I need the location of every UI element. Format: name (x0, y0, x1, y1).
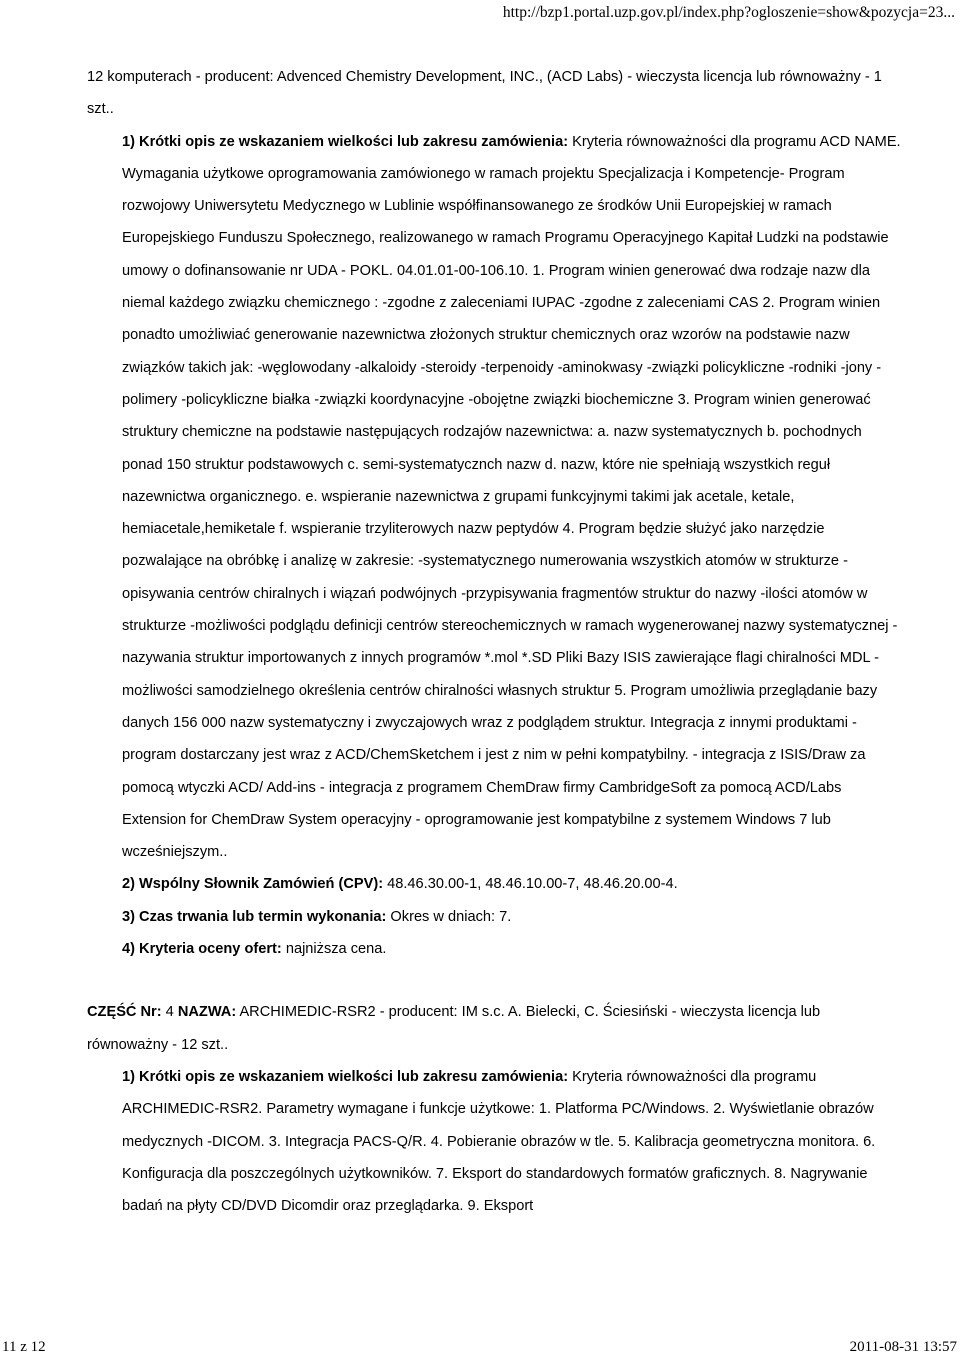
criteria-item (0, 933, 960, 965)
section-intro (0, 61, 960, 126)
cpv-item (0, 868, 960, 900)
item-label: 2) Wspólny Słownik Zamówień (CPV): (122, 876, 384, 893)
item-text: Kryteria równoważności dla programu ACD NAME. Wymagania użytkowe oprogramowania zamówionego w ramach projektu Specjalizacja i Kompetencje- Program rozwojowy Uniwersytetu Medycznego w Lublinie współfinansowanego ze środków Unii Europejskiej w ramach Europejskiego Funduszu Społecznego, realizowanego w ramach Programu Operacyjnego Kapitał Ludzki na podstawie umowy o dofinansowanie nr UDA - POKL. 04.01.01-00-106.10. 1. Program winien generować dwa rodzaje nazw dla niemal każdego związku chemicznego : -zgodne z zaleceniami IUPAC -zgodne z zaleceniami CAS 2. Program winien ponadto umożliwiać generowanie nazewnictwa złożonych struktur chemicznych oraz wzorów na podstawie nazw związków takich jak: -węglowodany -alkaloidy -steroidy -terpenoidy -aminokwasy -związki policykliczne -rodniki -jony -polimery -policykliczne białka -związki koordynacyjne -obojętne związki biochemiczne 3. Program winien generować struktury chemiczne na podstawie następujących rodzajów nazewnictwa: a. nazw systematycznych b. pochodnych ponad 150 struktur podstawowych c. semi-systematycznch nazw d. nazw, które nie spełniają wszystkich reguł nazewnictwa organicznego. e. wspieranie nazewnictwa z grupami funkcyjnymi takimi jak acetale, ketale, hemiacetale,hemiketale f. wspieranie trzyliterowych nazw peptydów 4. Program będzie służyć jako narzędzie pozwalające na obróbkę i analizę w zakresie: -systematycznego numerowania wszystkich atomów w strukturze -opisywania centrów chiralnych i wiązań podwójnych -przypisywania fragmentów struktur do nazwy -ilości atomów w strukturze -możliwości podglądu definicji centrów stereochemicznych w ramach wygenerowanej nazwy systematycznej -nazywania struktur importowanych z innych programów *.mol *.SD Pliki Bazy ISIS zawierające flagi chiralności MDL -możliwości samodzielnego określenia centrów chiralności własnych struktur 5. Program umożliwia przeglądanie bazy danych 156 000 nazw systematyczny i zwyczajowych wraz z podglądem struktur. Integracja z innymi produktami - program dostarczany jest wraz z ACD/ChemSketchem i jest z nim w pełni kompatybilny. - integracja z ISIS/Draw za pomocą wtyczki ACD/ Add-ins - integracja z programem ChemDraw firmy CambridgeSoft za pomocą ACD/Labs Extension for ChemDraw System operacyjny - oprogramowanie jest kompatybilne z systemem Windows 7 lub wcześniejszym.. (122, 133, 901, 861)
item-text: 48.46.30.00-1, 48.46.10.00-7, 48.46.20.00-4. (383, 876, 678, 893)
item-label: 3) Czas trwania lub termin wykonania: (122, 908, 387, 925)
part-label: CZĘŚĆ Nr: (87, 1004, 162, 1021)
page-url-header: http://bzp1.portal.uzp.gov.pl/index.php?ogloszenie=show&pozycja=23... (502, 4, 955, 21)
description-item (0, 1061, 960, 1222)
print-datetime: 2011-08-31 13:57 (849, 1339, 957, 1355)
name-text: ARCHIMEDIC-RSR2 - producent: IM s.c. A. Bielecki, C. Ściesiński - wieczysta licencja lub równoważny - 12 szt.. (87, 1004, 821, 1053)
page-number: 11 z 12 (2, 1339, 46, 1355)
part-number: 4 (161, 1004, 178, 1021)
intro-text: 12 komputerach - producent: Advenced Chemistry Development, INC., (ACD Labs) - wieczysta licencja lub równoważny - 1 szt.. (87, 69, 882, 118)
document-body (0, 61, 960, 1222)
item-label: 1) Krótki opis ze wskazaniem wielkości lub zakresu zamówienia: (122, 1068, 569, 1085)
item-text: Okres w dniach: 7. (386, 908, 512, 925)
part-heading (0, 996, 960, 1061)
duration-item (0, 901, 960, 933)
item-label: 4) Kryteria oceny ofert: (122, 941, 282, 958)
item-label: 1) Krótki opis ze wskazaniem wielkości lub zakresu zamówienia: (122, 133, 569, 150)
name-label: NAZWA: (177, 1004, 237, 1021)
item-text: Kryteria równoważności dla programu ARCHIMEDIC-RSR2. Parametry wymagane i funkcje użytkowe: 1. Platforma PC/Windows. 2. Wyświetlanie obrazów medycznych -DICOM. 3. Integracja PACS-Q/R. 4. Pobieranie obrazów w tle. 5. Kalibracja geometryczna monitora. 6. Konfiguracja dla poszczególnych użytkowników. 7. Eksport do standardowych formatów graficznych. 8. Nagrywanie badań na płyty CD/DVD Dicomdir oraz przeglądarka. 9. Eksport (122, 1068, 876, 1215)
description-item (0, 126, 960, 869)
item-text: najniższa cena. (281, 941, 387, 958)
